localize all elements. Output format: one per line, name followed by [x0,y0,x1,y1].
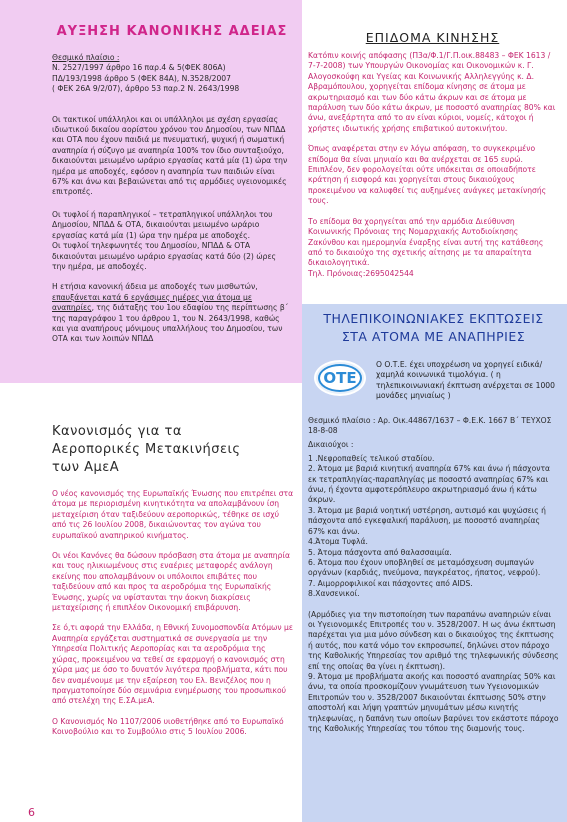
telecom-section [302,304,567,822]
leave-para4-end: , της διάταξης του 1ου εδαφίου της περίπτωσης β΄ της παραγράφου 1 του άρθρου 1, του Ν. 2643/1998, καθώς και για αναπήρους μόνιμους υπαλλήλους του Δημοσίου, των ΟΤΑ και των λοιπών ΝΠΔΔ [52,303,289,344]
page-number: 6 [28,806,35,819]
air-paragraph: Σε ό,τι αφορά την Ελλάδα, η Εθνική Συνομοσπονδία Ατόμων με Αναπηρία εργάζεται συστηματικά σε συνεργασία με την Υπηρεσία Πολιτικής Αεροπορίας και τα αεροδρόμια της χώρας, προκειμένου να τεθεί σε εφαρμογή ο κανονισμός στη χώρα μας με όσο το δυνατόν λιγότερα προβλήματα, κάτι που δεν αναμένουμε με την εξαίρεση του Ελ. Βενιζέλος που η πραγματοποίησε δύο σεμινάρια ενημέρωσης του προσωπικού από στελέχη της Ε.ΣΑ.μεΑ. [52,623,293,706]
air-paragraph: Ο νέος κανονισμός της Ευρωπαϊκής Ένωσης που επιτρέπει στα άτομα με περιορισμένη κινητικότητα να απολαμβάνουν ίση μεταχείριση όταν ταξιδεύουν αεροπορικώς, τέθηκε σε ισχύ από τις 26 Ιουλίου 2008, δικαιώνοντας τον αγώνα του ευρωπαϊκού αναπηρικού κινήματος. [52,489,294,540]
air-title-line2: Αεροπορικές Μετακινήσεις [52,442,241,457]
ote-logo-text: ΟΤΕ [318,364,362,392]
air-paragraph: Ο Κανονισμός Νο 1107/2006 υιοθετήθηκε από το Ευρωπαϊκό Κοινοβούλιο και το Συμβούλιο στις 5 Ιουλίου 2006. [52,716,284,737]
allowance-paragraph: Το επίδομα θα χορηγείται από την αρμόδια Διεύθυνση Κοινωνικής Πρόνοιας της Νομαρχιακής Αυτοδιοίκησης Ζακύνθου και ημερομηνία έναρξης είναι αυτή της κατάθεσης από το δικαιούχο της σχετικής αίτησης με τα απαραίτητα δικαιολογητικά. [308,216,544,268]
telecom-item: 2. Άτομα με βαριά κινητική αναπηρία 67% και άνω ή πάσχοντα εκ τετραπληγίας-παραπληγίας με ποσοστό αναπηρίας 67% και άνω, ή έχοντα αμφοτερόπλευρο ακρωτηριασμό άνω ή κάτω άκρων. [308,464,551,505]
telecom-item: 6. Άτομα που έχουν υποβληθεί σε μεταμόσχευση συμπαγών οργάνων (καρδιάς, πνεύμονα, παγκρέατος, ήπατος, νεφρού). [308,557,541,578]
leave-paragraph: Οι τακτικοί υπάλληλοι και οι υπάλληλοι με σχέση εργασίας ιδιωτικού δικαίου αορίστου χρόνου του Δημοσίου, των ΝΠΔΔ και ΟΤΑ που έχουν παιδιά με πνευματική, ψυχική ή σωματική αναπηρία ή σύζυγο με αναπηρία 100% τον ίδιο συνταξιούχο, δικαιούνται μειωμένο ωράριο εργασίας κατά μία (1) ώρα την ημέρα με αποδοχές, εφόσον η αναπηρία των παιδιών είναι 67% και άνω και βεβαιώνεται από τις αρμόδιες υγειονομικές επιτροπές. [52,114,288,197]
telecom-title-line1: ΤΗΛΕΠΙΚΟΙΝΩΝΙΑΚΕΣ ΕΚΠΤΩΣΕΙΣ [323,311,544,326]
allowance-title: ΕΠΙΔΟΜΑ ΚΙΝΗΣΗΣ [365,30,500,45]
leave-para4-underline: επαυξάνεται κατά 6 εργάσιμες ημέρες για άτομα με αναπηρίες [52,292,252,313]
air-paragraph: Οι νέοι Κανόνες θα δώσουν πρόσβαση στα άτομα με αναπηρία και τους ηλικιωμένους στις εναέριες μεταφορές ανάλογη εκείνης που απολαμβάνουν οι υπόλοιποι επιβάτες που ταξιδεύουν από και προς τα αεροδρόμια της Ευρωπαϊκής Ένωσης, χωρίς να υφίστανται την άοκνη διακρίσεις μεταχείρισης ή επιπλέον Οικονομική επιβάρυνση. [52,551,291,613]
leave-paragraph: Οι τυφλοί τηλεφωνητές του Δημοσίου, ΝΠΔΔ & ΟΤΑ δικαιούνται μειωμένο ωράριο εργασίας κατά δύο (2) ώρες την ημέρα, με αποδοχές. [52,241,277,271]
allowance-phone: Τηλ. Πρόνοιας:2695042544 [308,268,414,278]
telecom-item: 3. Άτομα με βαριά νοητική υστέρηση, αυτισμό και ψυχώσεις ή πάσχοντα από εγκεφαλική παράλυση, με ποσοστό αναπηρίας 67% και άνω. [308,505,546,536]
telecom-note: 9. Άτομα με προβλήματα ακοής και ποσοστό αναπηρίας 50% και άνω, τα οποία προσκομίζουν γνωμάτευση των Υγειονομικών Επιτροπών του ν. 3528/2007 δικαιούνται έκπτωσης 50% στην αποστολή και λήψη γραπτών μηνυμάτων μέσω κινητής τηλεφωνίας, η δαπάνη των οποίων βαρύνει τον εκάστοτε πάροχο της Καθολικής Υπηρεσίας του τόπου της διαμονής τους. [308,671,559,733]
allowance-paragraph: Όπως αναφέρεται στην εν λόγω απόφαση, το συγκεκριμένο επίδομα θα είναι μηνιαίο και θα ανέρχεται σε 165 ευρώ. Επιπλέον, δεν φορολογείται ούτε υπόκειται σε οποιαδήποτε κράτηση ή εισφορά και χορηγείται στους δικαιούχους προκειμένου να καλυφθεί τις αυξημένες ανάγκες μετακίνησής τους. [308,144,547,206]
telecom-item: 4.Άτομα Τυφλά. [308,537,368,547]
allowance-section [302,0,567,304]
ote-logo-icon [314,360,366,396]
telecom-eligible-label: Δικαιούχοι : [308,440,354,450]
ote-intro-row [308,360,559,402]
telecom-item: 7. Αιμορροφιλικοί και πάσχοντες από AIDS. [308,578,473,588]
telecom-note: (Αρμόδιες για την πιστοποίηση των παραπάνω αναπηριών είναι οι Υγειονομικές Επιτροπές του ν. 3528/2007. Η ως άνω έκπτωση παρέχεται για μια μόνο σύνδεση και ο δικαιούχος της έκπτωσης ή αυτός, που κατά νόμο τον εκπροσωπεί, δηλώνει στον πάροχο της Καθολικής Υπηρεσίας τον αριθμό της τηλεφωνικής σύνδεσης επί της οποίας θα γίνει η έκπτωση). [308,609,559,671]
ote-intro-text: Ο Ο.Τ.Ε. έχει υποχρέωση να χορηγεί ειδικά/χαμηλά κοινωνικά τιμολόγια. ( η τηλεπικοινωνιακή έκπτωση ανέρχεται σε 1000 μονάδες μηνιαίως ) [376,360,555,401]
air-title-line1: Κανονισμός για τα [52,424,182,439]
leave-title: ΑΥΞΗΣΗ ΚΑΝΟΝΙΚΗΣ ΑΔΕΙΑΣ [56,24,288,39]
leave-paragraph [52,282,292,344]
leave-para4-start: Η ετήσια κανονική άδεια με αποδοχές των μισθωτών, [52,282,258,292]
leave-legal-line: ( ΦΕΚ 26Α 9/2/07), άρθρο 53 παρ.2 Ν. 2643/1998 [52,84,240,94]
air-travel-section [0,383,302,822]
leave-legal-label: Θεσμικό πλαίσιο : [52,53,120,62]
leave-section [0,0,302,383]
air-title-line3: των ΑμεΑ [52,460,120,475]
allowance-paragraph: Κατόπιν κοινής απόφασης (Π3α/Φ.1/Γ.Π.οικ.88483 – ΦΕΚ 1613 / 7-7-2008) των Υπουργών Οικονομίας και Οικονομικών κ. Γ. Αλογοσκούφη και Υγείας και Κοινωνικής Αλληλεγγύης κ. Δ. Αβραμόπουλου, χορηγείται επίδομα κίνησης σε άτομα με ακρωτηριασμό και των δύο κάτω άκρων και σε άτομα με παράλυση των δύο κάτω άκρων, με ποσοστό αναπηρίας 80% και άνω, ανεξάρτητα από το αν είναι κύριοι, νομείς, κάτοχοι ή χρήστες ιδιωτικής χρήσης επιβατικού αυτοκινήτου. [308,51,556,133]
telecom-item: 8.Χανσενικοί. [308,589,360,599]
leave-legal-line: Ν. 2527/1997 άρθρο 16 παρ.4 & 5(ΦΕΚ 806Α) [52,63,226,73]
telecom-item: 1 .Νεφροπαθείς τελικού σταδίου. [308,453,435,463]
leave-paragraph: Οι τυφλοί ή παραπληγικοί – τετραπληγικοί υπάλληλοι του Δημοσίου, ΝΠΔΔ & ΟΤΑ, δικαιούνται μειωμένο ωράριο εργασίας κατά μία (1) ώρα την ημέρα με αποδοχές. [52,209,273,240]
leave-legal-line: ΠΔ/193/1998 άρθρο 5 (ΦΕΚ 84Α), Ν.3528/2007 [52,73,231,83]
telecom-item: 5. Άτομα πάσχοντα από θαλασσαιμία. [308,547,452,557]
telecom-legal: Θεσμικό πλαίσιο : Αρ. Οικ.44867/1637 – Φ.Ε.Κ. 1667 Β΄ ΤΕΥΧΟΣ 18-8-08 [308,415,552,436]
telecom-title-line2: ΣΤΑ ΑΤΟΜΑ ΜΕ ΑΝΑΠΗΡΙΕΣ [341,329,526,344]
